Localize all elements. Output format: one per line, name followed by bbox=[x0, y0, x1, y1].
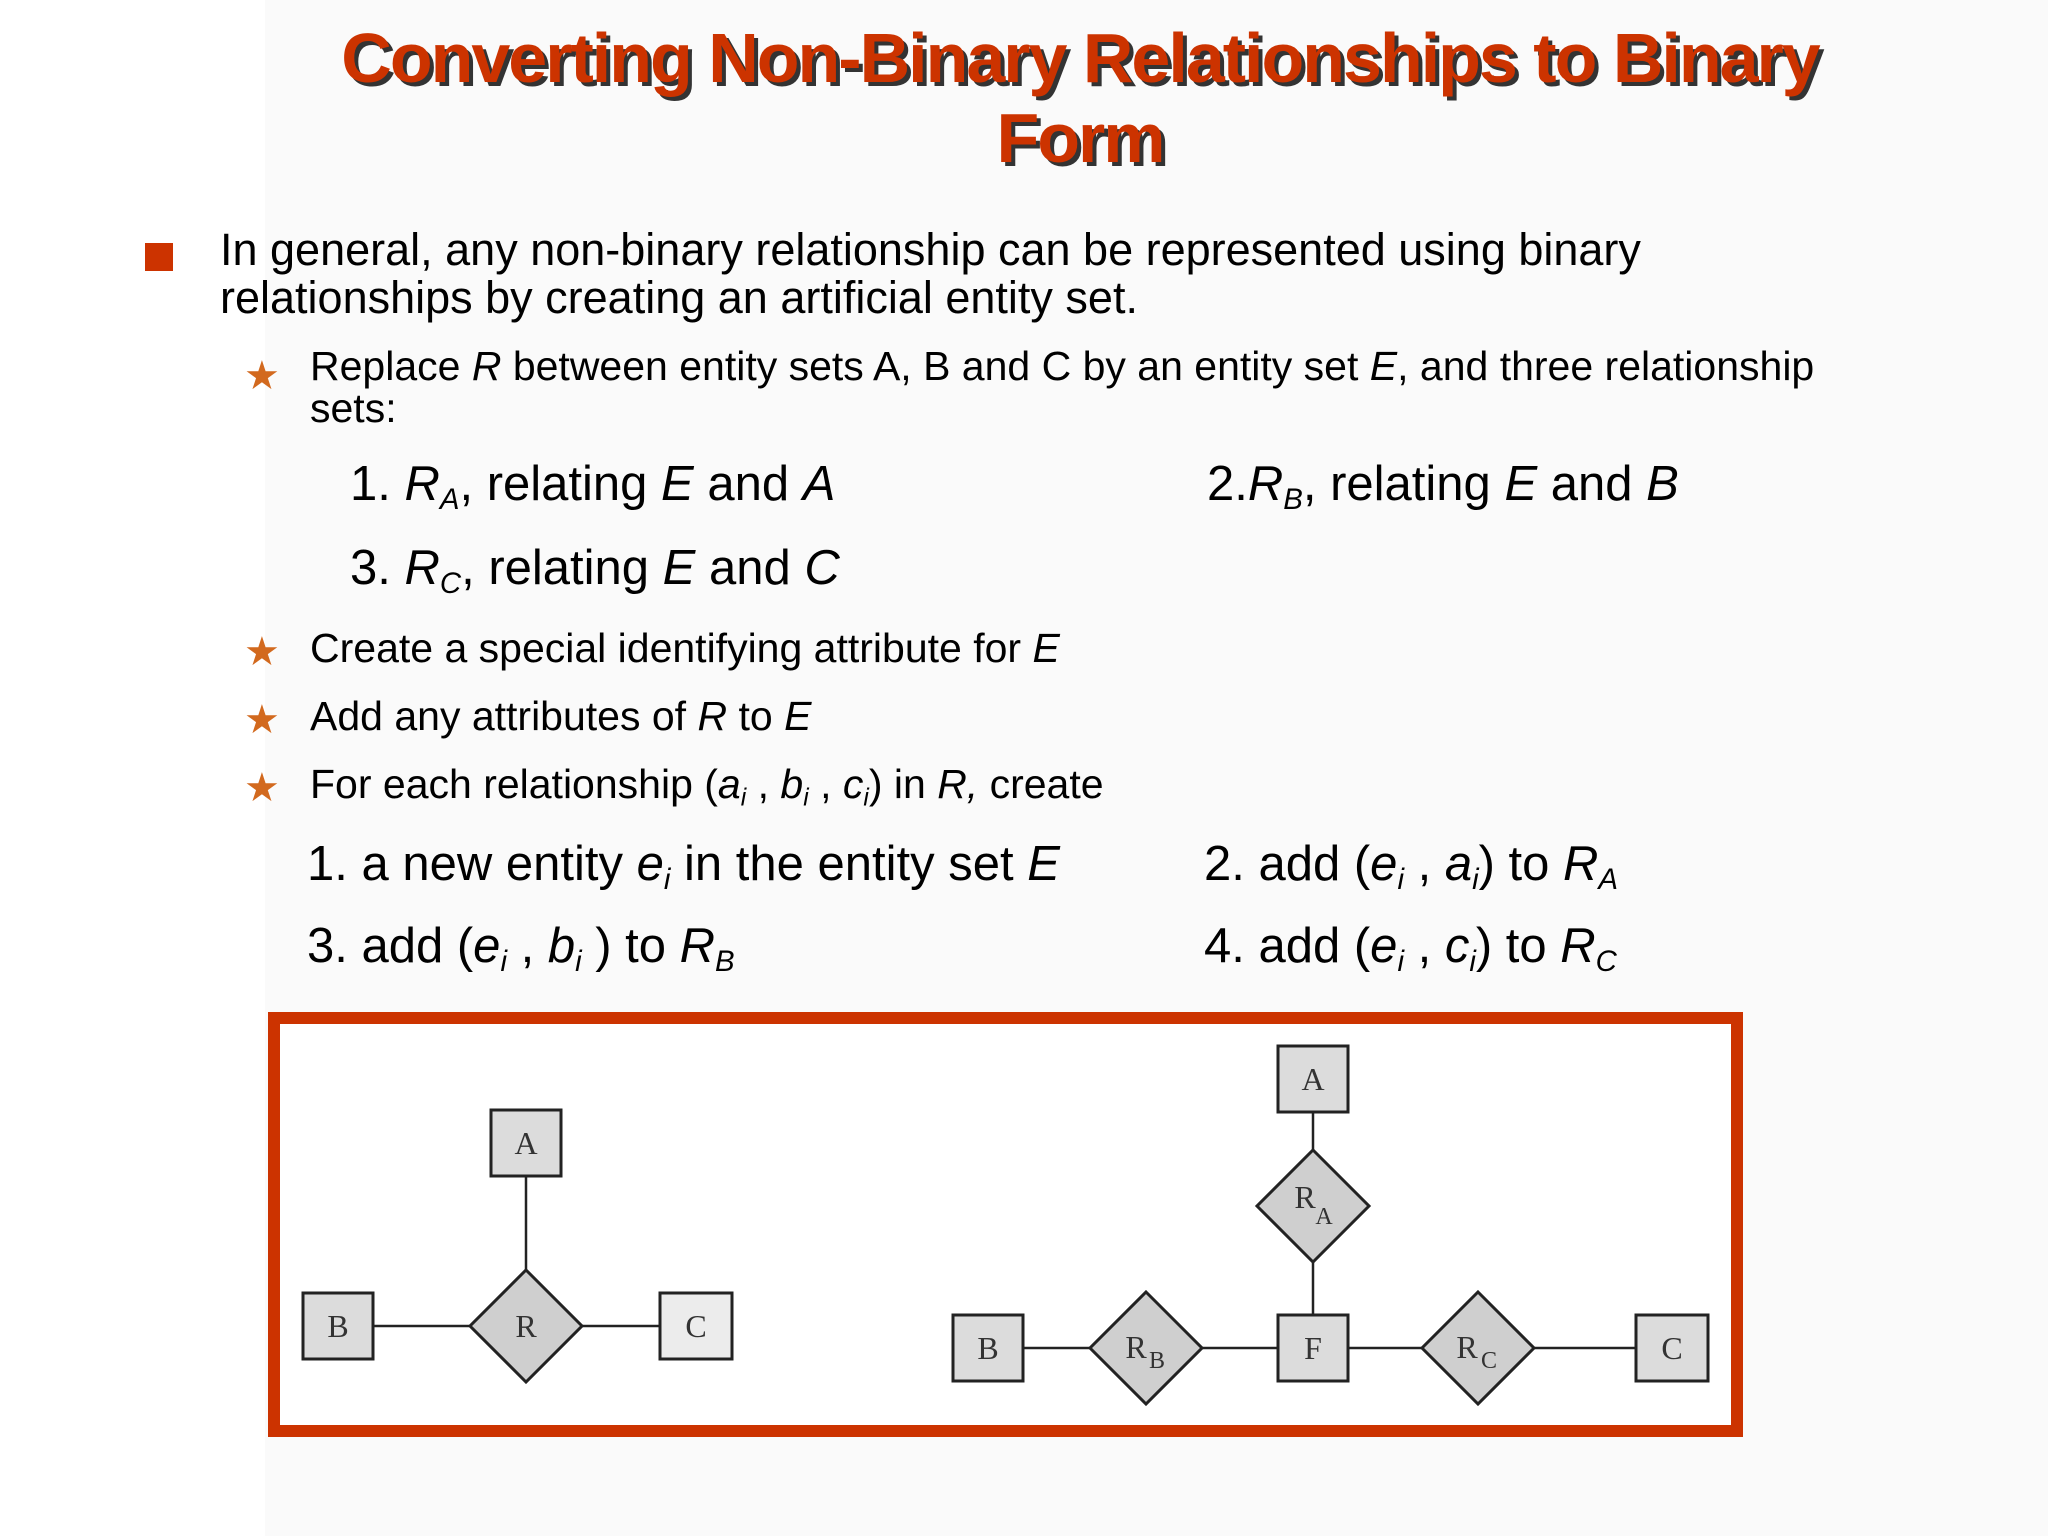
entity-a-label: A bbox=[1301, 1061, 1325, 1097]
relationship-r-label: R bbox=[515, 1308, 537, 1344]
relset-2: $2.R_B$, relating E and B bbox=[1207, 457, 1679, 516]
add-attrs-bullet: Add any attributes of R to E bbox=[310, 693, 812, 739]
entity-b-label: B bbox=[327, 1308, 349, 1344]
entity-a-label: A bbox=[514, 1125, 538, 1161]
entity-e-label: F bbox=[1304, 1330, 1322, 1366]
relset-3: 3. $R_C$, relating E and C bbox=[350, 541, 840, 600]
title-line-1: Converting Non-Binary Relationships to Binary bbox=[341, 19, 1819, 97]
left-entity-a bbox=[491, 1110, 561, 1176]
right-relationship-ra bbox=[1257, 1150, 1369, 1262]
step-1: 1. a new entity $e_i$ in the entity set E bbox=[307, 837, 1060, 896]
relationship-ra-label: R bbox=[1294, 1179, 1316, 1215]
right-relationship-rb bbox=[1090, 1292, 1202, 1404]
er-diagram bbox=[268, 1012, 1743, 1437]
relationship-rc-label: R bbox=[1456, 1329, 1478, 1365]
right-relationship-rc bbox=[1422, 1292, 1534, 1404]
replace-bullet: Replace R between entity sets A, B and C by an entity set E, and three relationship sets: bbox=[310, 343, 1815, 431]
intro-bullet: In general, any non-binary relationship can be represented using binary relationships by creating an artificial entity set. bbox=[220, 224, 1641, 323]
star-bullet-icon: ★ bbox=[244, 698, 280, 742]
relationship-rb-label: R bbox=[1125, 1329, 1147, 1365]
right-entity-c bbox=[1636, 1315, 1708, 1381]
left-entity-c bbox=[660, 1293, 732, 1359]
star-bullet-icon: ★ bbox=[244, 630, 280, 674]
right-entity-a bbox=[1278, 1046, 1348, 1112]
create-attr-bullet: Create a special identifying attribute for E bbox=[310, 625, 1060, 671]
entity-b-label: B bbox=[977, 1330, 999, 1366]
relationship-rb-subscript: B bbox=[1148, 1348, 1166, 1374]
relset-1: 1. $R_A$, relating E and A bbox=[350, 457, 836, 516]
star-bullet-icon: ★ bbox=[244, 354, 280, 398]
title-line-2: Form bbox=[996, 99, 1164, 177]
step-2: 2. add ($e_i$ , $a_i$) to $R_A$ bbox=[1204, 837, 1619, 896]
step-3: 3. add ($e_i$ , $b_i$ ) to $R_B$ bbox=[307, 919, 735, 978]
entity-c-label: C bbox=[1661, 1330, 1683, 1366]
entity-c-label: C bbox=[685, 1308, 707, 1344]
square-bullet-icon bbox=[145, 243, 173, 271]
relationship-rc-subscript: C bbox=[1480, 1348, 1498, 1374]
step-4: 4. add ($e_i$ , $c_i$) to $R_C$ bbox=[1204, 919, 1617, 978]
relationship-ra-subscript: A bbox=[1315, 1204, 1333, 1230]
slide-title bbox=[265, 18, 1895, 178]
star-bullet-icon: ★ bbox=[244, 766, 280, 810]
right-entity-e bbox=[1278, 1315, 1348, 1381]
left-entity-b bbox=[303, 1293, 373, 1359]
left-relationship-r bbox=[470, 1270, 582, 1382]
right-entity-b bbox=[953, 1315, 1023, 1381]
for-each-bullet: For each relationship ($a_i$ , $b_i$ , $c_i$) in R, create bbox=[310, 761, 1104, 812]
